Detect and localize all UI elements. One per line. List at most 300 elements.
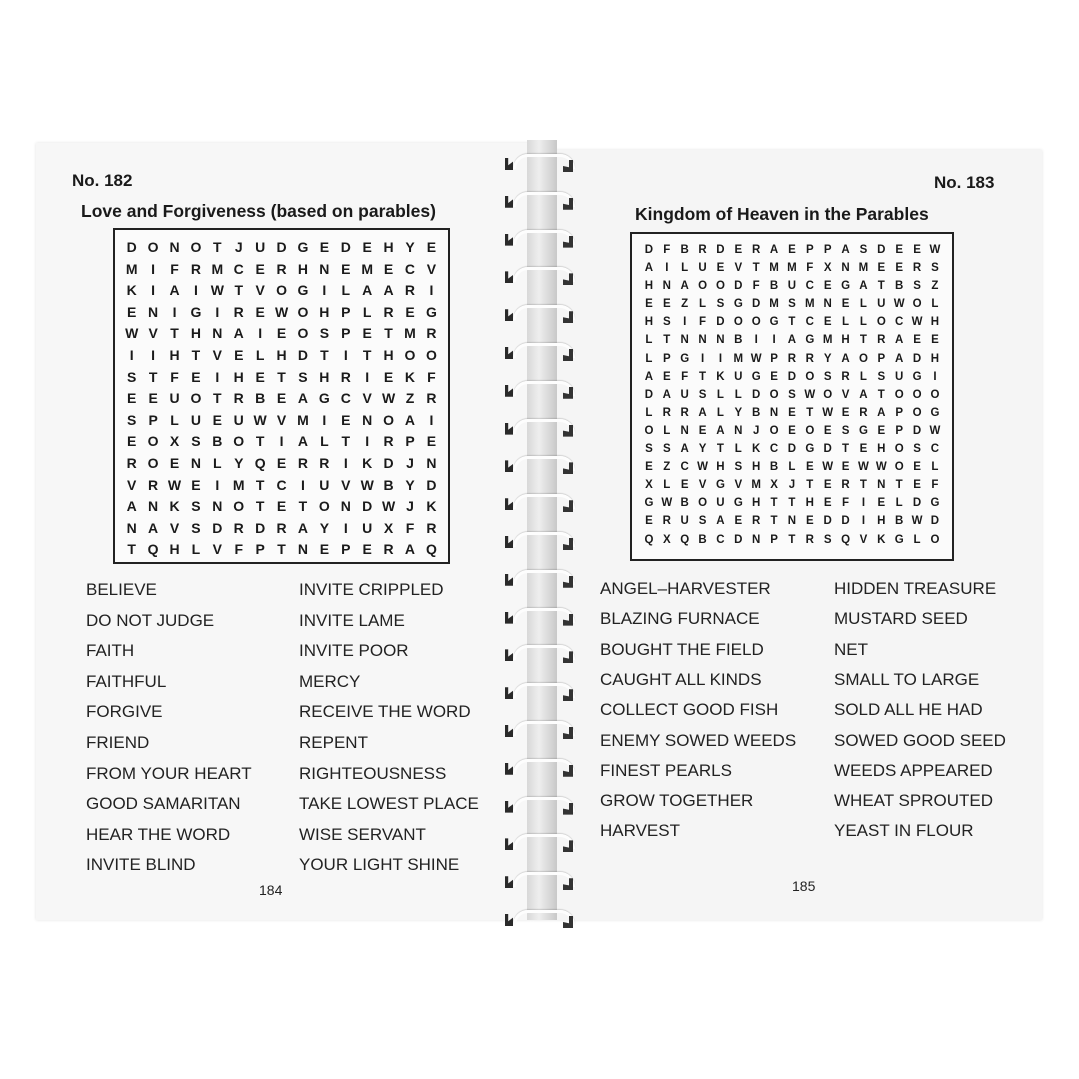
word-list-item: INVITE BLIND xyxy=(86,855,196,875)
grid-letter: I xyxy=(215,368,220,385)
grid-letter: T xyxy=(770,515,778,528)
grid-letter: R xyxy=(752,244,761,256)
grid-letter: E xyxy=(362,325,372,342)
grid-letter: O xyxy=(147,239,159,255)
grid-letter: O xyxy=(318,498,330,515)
word-list-item: FAITH xyxy=(86,641,135,661)
grid-letter: G xyxy=(297,239,309,255)
word-list-item: ENEMY SOWED WEEDS xyxy=(600,730,797,750)
grid-row xyxy=(640,458,944,476)
grid-letter: L xyxy=(681,262,689,275)
grid-letter: W xyxy=(125,325,139,342)
grid-letter: E xyxy=(662,298,671,311)
grid-letter: D xyxy=(823,515,832,528)
grid-letter: E xyxy=(662,370,671,383)
punch-hole-icon xyxy=(505,347,513,359)
grid-letter: E xyxy=(191,476,201,493)
grid-letter: M xyxy=(361,260,373,277)
grid-letter: R xyxy=(426,390,437,407)
grid-letter: R xyxy=(752,515,761,528)
grid-row xyxy=(640,386,944,404)
grid-letter: O xyxy=(698,497,708,510)
grid-row xyxy=(640,241,944,259)
grid-letter: E xyxy=(405,303,415,320)
puzzle-number: No. 182 xyxy=(72,171,133,190)
grid-letter: R xyxy=(805,533,814,546)
grid-letter: A xyxy=(233,325,244,342)
grid-letter: H xyxy=(877,443,886,456)
grid-letter: A xyxy=(362,282,373,299)
grid-letter: B xyxy=(698,533,707,546)
word-list-item: RIGHTEOUSNESS xyxy=(299,763,447,783)
spiral-ring xyxy=(505,192,573,208)
grid-letter: Z xyxy=(931,280,939,293)
grid-letter: S xyxy=(698,388,707,401)
word-list-item: FROM YOUR HEART xyxy=(86,763,252,783)
grid-letter: T xyxy=(127,541,136,558)
grid-letter: T xyxy=(859,334,867,347)
grid-letter: R xyxy=(233,519,244,536)
grid-letter: E xyxy=(770,370,778,383)
grid-letter: H xyxy=(930,316,940,329)
grid-letter: L xyxy=(645,352,653,365)
grid-letter: H xyxy=(297,260,309,277)
spiral-ring xyxy=(505,419,573,435)
grid-letter: N xyxy=(698,334,707,347)
grid-letter: D xyxy=(752,388,761,401)
grid-letter: E xyxy=(716,262,725,275)
grid-letter: D xyxy=(841,515,850,528)
grid-letter: M xyxy=(858,262,869,275)
grid-letter: U xyxy=(255,239,266,255)
grid-letter: S xyxy=(734,461,743,474)
grid-letter: A xyxy=(895,334,904,347)
grid-letter: H xyxy=(752,497,761,510)
grid-letter: W xyxy=(360,476,374,493)
grid-letter: E xyxy=(169,454,180,471)
grid-letter: N xyxy=(126,519,137,536)
grid-letter: E xyxy=(841,406,850,419)
punch-hole-icon xyxy=(505,385,513,397)
grid-letter: J xyxy=(406,498,414,515)
grid-letter: N xyxy=(148,303,159,320)
grid-letter: G xyxy=(190,303,202,320)
grid-letter: D xyxy=(716,316,725,329)
word-list-item: ANGEL–HARVESTER xyxy=(600,579,771,598)
grid-letter: B xyxy=(769,461,779,474)
grid-letter: I xyxy=(151,346,156,363)
grid-letter: I xyxy=(151,260,156,277)
grid-letter: E xyxy=(734,515,743,528)
grid-letter: I xyxy=(343,519,348,536)
grid-letter: B xyxy=(680,497,689,510)
grid-letter: F xyxy=(842,497,850,510)
grid-letter: U xyxy=(680,388,689,401)
grid-letter: W xyxy=(911,515,923,528)
grid-letter: V xyxy=(426,260,437,277)
grid-letter: S xyxy=(127,368,137,385)
grid-letter: U xyxy=(698,262,707,275)
grid-letter: A xyxy=(297,433,309,450)
grid-letter: R xyxy=(276,519,287,536)
grid-letter: R xyxy=(233,390,244,407)
word-list-item: INVITE LAME xyxy=(299,610,405,630)
grid-letter: N xyxy=(734,424,743,437)
grid-letter: I xyxy=(700,352,705,365)
grid-letter: I xyxy=(215,476,220,493)
grid-letter: T xyxy=(770,497,778,510)
grid-letter: N xyxy=(769,406,779,419)
grid-letter: N xyxy=(426,454,437,471)
grid-letter: R xyxy=(662,515,671,528)
grid-row xyxy=(640,331,944,349)
grid-letter: G xyxy=(733,497,743,510)
grid-letter: V xyxy=(859,533,868,546)
grid-letter: N xyxy=(319,260,330,277)
grid-letter: I xyxy=(172,303,177,320)
grid-letter: R xyxy=(233,303,244,320)
spiral-ring xyxy=(505,230,573,246)
grid-letter: D xyxy=(383,454,394,471)
grid-letter: N xyxy=(841,262,850,275)
grid-letter: G xyxy=(297,282,309,299)
grid-letter: W xyxy=(381,498,396,515)
grid-letter: T xyxy=(699,370,707,383)
spiral-ring xyxy=(505,608,573,624)
word-list-item: BOUGHT THE FIELD xyxy=(600,639,764,659)
grid-letter: T xyxy=(341,433,351,450)
grid-letter: E xyxy=(276,498,287,515)
grid-letter: T xyxy=(170,325,179,342)
grid-letter: T xyxy=(277,541,286,558)
grid-letter: O xyxy=(912,388,922,401)
grid-letter: B xyxy=(734,334,743,347)
grid-letter: E xyxy=(734,244,743,256)
grid-letter: M xyxy=(769,298,779,311)
grid-letter: S xyxy=(823,370,832,383)
punch-hole-icon xyxy=(505,838,513,850)
grid-letter: E xyxy=(234,346,244,363)
grid-letter: O xyxy=(147,433,159,450)
grid-letter: H xyxy=(752,461,761,474)
grid-letter: E xyxy=(319,541,330,558)
grid-letter: P xyxy=(823,244,832,256)
grid-letter: H xyxy=(805,497,814,510)
grid-row xyxy=(121,453,442,475)
grid-letter: H xyxy=(169,346,180,363)
grid-letter: O xyxy=(644,424,654,437)
punch-hole-icon xyxy=(505,309,513,321)
grid-row xyxy=(640,313,944,331)
grid-letter: S xyxy=(841,424,850,437)
grid-letter: F xyxy=(663,244,671,256)
grid-letter: I xyxy=(365,433,370,450)
word-list-item: GROW TOGETHER xyxy=(600,791,754,811)
spiral-ring xyxy=(505,570,573,586)
grid-letter: A xyxy=(859,280,868,293)
grid-letter: T xyxy=(213,239,222,255)
grid-letter: G xyxy=(805,334,815,347)
grid-letter: G xyxy=(841,280,851,293)
word-list-item: DO NOT JUDGE xyxy=(86,610,215,630)
grid-letter: I xyxy=(215,303,220,320)
grid-letter: U xyxy=(680,515,689,528)
grid-letter: S xyxy=(859,244,868,256)
grid-letter: S xyxy=(788,298,796,311)
grid-letter: O xyxy=(769,388,779,401)
grid-letter: W xyxy=(253,411,267,428)
grid-letter: T xyxy=(716,443,724,456)
grid-letter: M xyxy=(232,476,245,493)
grid-row xyxy=(121,496,442,518)
grid-letter: F xyxy=(699,316,707,329)
grid-letter: L xyxy=(362,303,372,320)
grid-letter: D xyxy=(276,239,287,255)
grid-letter: I xyxy=(718,352,723,365)
word-list-item: REPENT xyxy=(299,733,368,752)
grid-letter: O xyxy=(698,280,708,293)
grid-letter: D xyxy=(340,239,351,255)
grid-letter: W xyxy=(381,390,396,407)
grid-letter: D xyxy=(644,388,654,401)
grid-letter: D xyxy=(212,519,223,536)
grid-letter: I xyxy=(258,325,263,342)
grid-letter: G xyxy=(858,424,868,437)
grid-letter: H xyxy=(276,346,287,363)
grid-letter: N xyxy=(340,498,351,515)
word-list-item: BELIEVE xyxy=(86,580,157,599)
grid-letter: O xyxy=(383,411,395,428)
grid-letter: D xyxy=(930,515,940,528)
grid-letter: R xyxy=(383,433,394,450)
grid-letter: M xyxy=(297,411,309,428)
word-list-item: FINEST PEARLS xyxy=(600,760,732,780)
grid-letter: R xyxy=(912,262,922,275)
left-page xyxy=(36,143,532,920)
grid-letter: A xyxy=(841,352,850,365)
grid-letter: E xyxy=(823,479,832,492)
grid-letter: E xyxy=(212,411,222,428)
grid-letter: M xyxy=(125,260,138,277)
grid-letter: E xyxy=(680,479,689,492)
grid-letter: K xyxy=(169,498,180,515)
grid-letter: M xyxy=(404,325,416,342)
grid-letter: L xyxy=(788,461,796,474)
grid-letter: S xyxy=(698,515,707,528)
grid-letter: T xyxy=(191,346,201,363)
word-list-item: INVITE CRIPPLED xyxy=(299,580,444,599)
grid-letter: V xyxy=(127,476,137,493)
grid-letter: U xyxy=(716,497,725,510)
word-list-item: WISE SERVANT xyxy=(299,824,426,844)
grid-letter: A xyxy=(787,334,797,347)
grid-letter: I xyxy=(343,346,348,363)
grid-letter: R xyxy=(698,244,707,256)
grid-letter: L xyxy=(734,443,742,456)
grid-letter: L xyxy=(170,411,179,428)
grid-letter: O xyxy=(297,325,309,342)
grid-letter: L xyxy=(859,316,867,329)
grid-letter: H xyxy=(383,346,394,363)
grid-letter: N xyxy=(190,454,201,471)
grid-letter: L xyxy=(255,346,265,363)
grid-letter: C xyxy=(233,260,244,277)
grid-row xyxy=(121,323,442,345)
grid-row xyxy=(640,440,944,458)
grid-letter: C xyxy=(716,533,725,546)
spiral-ring xyxy=(505,721,573,737)
spiral-ring xyxy=(505,532,573,548)
grid-row xyxy=(640,512,944,530)
grid-letter: I xyxy=(429,411,434,428)
grid-letter: G xyxy=(769,316,779,329)
grid-letter: X xyxy=(662,533,671,546)
grid-letter: E xyxy=(877,262,886,275)
grid-letter: U xyxy=(787,280,797,293)
grid-letter: H xyxy=(877,515,886,528)
grid-letter: S xyxy=(931,262,939,275)
grid-letter: A xyxy=(769,244,779,256)
grid-letter: T xyxy=(663,334,671,347)
grid-letter: C xyxy=(276,476,287,493)
grid-letter: W xyxy=(822,406,834,419)
grid-letter: I xyxy=(772,334,776,347)
grid-row xyxy=(640,531,944,549)
grid-letter: H xyxy=(233,368,244,385)
word-list-item: RECEIVE THE WORD xyxy=(299,702,471,722)
grid-letter: G xyxy=(930,497,940,510)
grid-letter: B xyxy=(383,476,394,493)
grid-letter: J xyxy=(788,479,796,492)
grid-row xyxy=(640,494,944,512)
grid-letter: T xyxy=(362,346,372,363)
grid-letter: N xyxy=(787,515,797,528)
grid-letter: L xyxy=(859,370,867,383)
grid-letter: P xyxy=(877,352,886,365)
grid-letter: L xyxy=(645,334,653,347)
grid-letter: S xyxy=(662,316,671,329)
punch-hole-icon xyxy=(505,234,513,246)
grid-row xyxy=(640,259,944,277)
grid-letter: O xyxy=(715,280,725,293)
grid-letter: L xyxy=(931,298,939,311)
grid-letter: E xyxy=(127,303,137,320)
spiral-ring xyxy=(505,872,573,888)
grid-letter: N xyxy=(212,325,223,342)
puzzle-number: No. 183 xyxy=(934,173,995,192)
grid-letter: S xyxy=(877,370,886,383)
grid-letter: D xyxy=(823,443,832,456)
grid-row xyxy=(121,518,442,540)
grid-letter: B xyxy=(895,515,904,528)
grid-letter: E xyxy=(255,260,265,277)
grid-row xyxy=(121,539,442,561)
page-number: 184 xyxy=(259,882,283,898)
grid-letter: E xyxy=(645,298,653,311)
grid-letter: N xyxy=(212,498,223,515)
grid-letter: R xyxy=(426,519,437,536)
grid-letter: E xyxy=(913,244,921,256)
grid-letter: L xyxy=(716,406,724,419)
grid-row xyxy=(121,345,442,367)
grid-letter: E xyxy=(426,433,437,450)
grid-row xyxy=(121,431,442,453)
grid-letter: B xyxy=(255,390,266,407)
grid-letter: T xyxy=(384,325,393,342)
grid-letter: O xyxy=(805,424,815,437)
word-list-item: INVITE POOR xyxy=(299,641,409,661)
grid-letter: I xyxy=(933,370,937,383)
grid-row xyxy=(121,259,442,281)
grid-letter: L xyxy=(663,424,671,437)
grid-letter: W xyxy=(929,244,941,256)
grid-letter: F xyxy=(427,368,436,385)
grid-letter: P xyxy=(770,533,778,546)
word-list-item: COLLECT GOOD FISH xyxy=(600,700,779,720)
grid-letter: H xyxy=(841,334,850,347)
grid-letter: P xyxy=(341,325,351,342)
grid-letter: K xyxy=(404,368,416,385)
grid-letter: T xyxy=(842,443,850,456)
grid-letter: E xyxy=(645,461,653,474)
grid-letter: L xyxy=(913,533,921,546)
punch-hole-icon xyxy=(505,763,513,775)
grid-letter: E xyxy=(426,239,437,255)
spiral-binding xyxy=(497,140,587,920)
word-list-item: WHEAT SPROUTED xyxy=(834,791,993,811)
spiral-ring xyxy=(505,645,573,661)
grid-letter: D xyxy=(787,443,797,456)
grid-letter: N xyxy=(662,280,671,293)
grid-letter: K xyxy=(877,533,886,546)
grid-letter: M xyxy=(733,352,744,365)
grid-letter: N xyxy=(716,334,725,347)
grid-row xyxy=(121,388,442,410)
spiral-ring xyxy=(505,759,573,775)
word-search-grid xyxy=(113,228,450,564)
grid-letter: T xyxy=(255,433,265,450)
grid-letter: V xyxy=(734,479,743,492)
grid-letter: D xyxy=(752,298,761,311)
grid-letter: R xyxy=(404,282,416,299)
grid-letter: T xyxy=(320,346,329,363)
grid-letter: D xyxy=(912,497,922,510)
grid-letter: T xyxy=(895,479,903,492)
grid-letter: Q xyxy=(147,541,159,558)
grid-letter: G xyxy=(894,533,904,546)
spiral-ring xyxy=(505,305,573,321)
grid-letter: C xyxy=(680,461,689,474)
grid-letter: V xyxy=(276,411,287,428)
grid-letter: M xyxy=(769,262,779,275)
word-list-item: HEAR THE WORD xyxy=(86,824,231,844)
grid-letter: K xyxy=(126,282,137,299)
grid-letter: L xyxy=(931,461,939,474)
grid-letter: M xyxy=(211,260,224,277)
grid-letter: Y xyxy=(405,239,415,255)
grid-letter: C xyxy=(805,316,814,329)
word-list-item: MUSTARD SEED xyxy=(834,609,968,629)
grid-letter: C xyxy=(895,316,904,329)
grid-letter: T xyxy=(788,316,796,329)
grid-letter: A xyxy=(126,498,137,515)
grid-letter: E xyxy=(823,424,832,437)
grid-letter: O xyxy=(425,346,437,363)
grid-letter: U xyxy=(319,476,330,493)
grid-letter: E xyxy=(362,239,372,255)
grid-row xyxy=(121,302,442,324)
grid-letter: R xyxy=(877,334,886,347)
